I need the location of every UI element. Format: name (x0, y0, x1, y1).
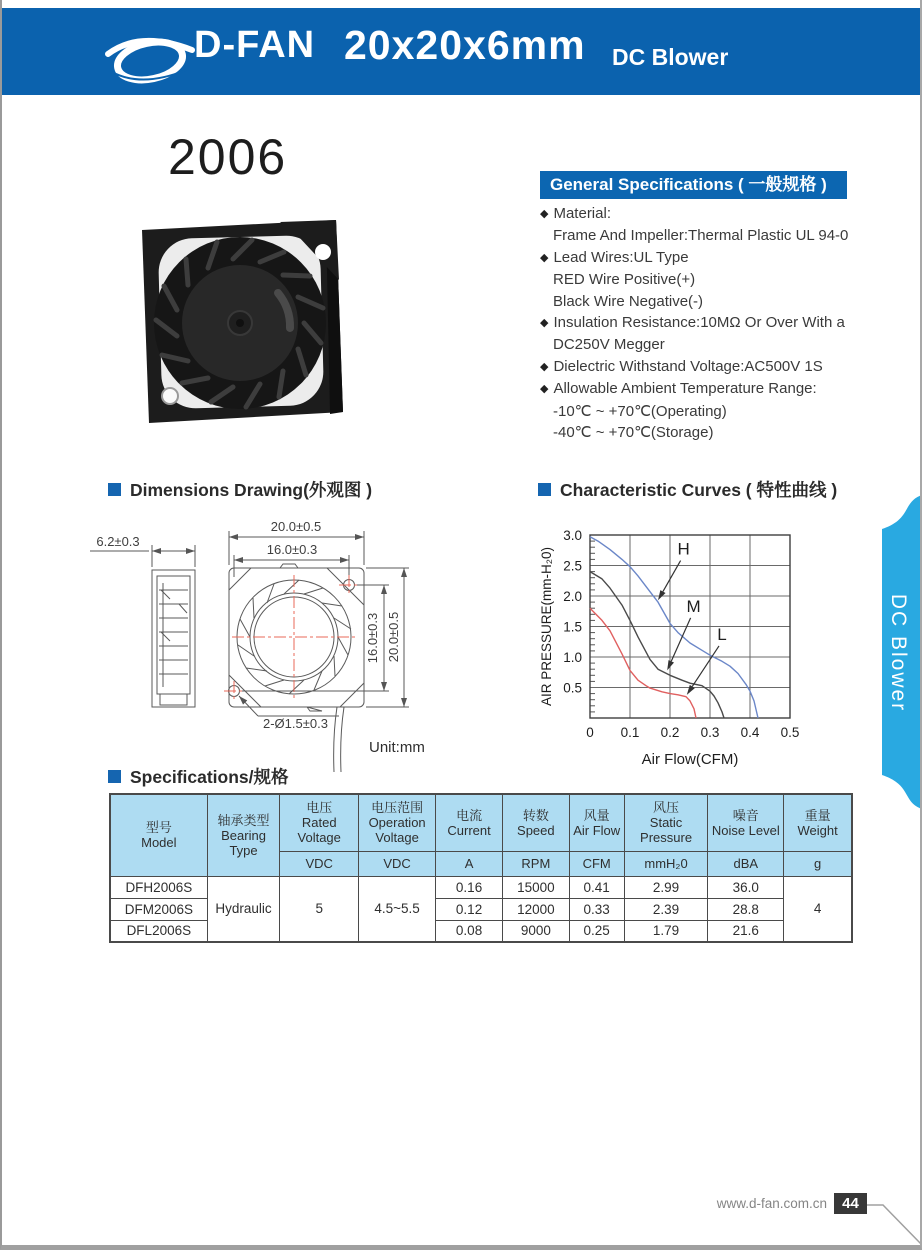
cell-speed: 15000 (502, 876, 569, 898)
svg-text:0.1: 0.1 (620, 725, 640, 740)
cell-speed: 9000 (502, 920, 569, 942)
cell-current: 0.16 (436, 876, 503, 898)
cell-bearing-type: Hydraulic (207, 876, 280, 942)
svg-text:M: M (686, 596, 701, 616)
cell-operation-voltage: 4.5~5.5 (359, 876, 436, 942)
cell-air-flow: 0.41 (569, 876, 624, 898)
fan-swoosh-logo-icon (102, 28, 198, 90)
unit-speed: RPM (502, 851, 569, 876)
svg-text:2.0: 2.0 (563, 589, 582, 604)
svg-text:L: L (717, 624, 727, 644)
svg-text:1.5: 1.5 (563, 619, 582, 635)
svg-text:0.2: 0.2 (660, 725, 680, 740)
dim-outer-width-label: 20.0±0.5 (270, 519, 322, 534)
col-header-noise: 噪音 Noise Level (708, 794, 784, 851)
svg-text:3.0: 3.0 (563, 528, 582, 543)
general-specs-title-bar: General Specifications ( 一般规格 ) (540, 171, 847, 199)
dimensions-heading-label: Dimensions Drawing(外观图 ) (130, 480, 373, 500)
spec-item: ◆ Material: (540, 203, 880, 225)
svg-text:2.5: 2.5 (563, 558, 582, 574)
header-bar (2, 8, 920, 95)
cell-noise: 36.0 (708, 876, 784, 898)
unit-air-flow: CFM (569, 851, 624, 876)
spec-item: RED Wire Positive(+) (553, 271, 696, 289)
corner-line (865, 1196, 922, 1250)
size-title: 20x20x6mm (344, 22, 586, 68)
col-header-air-flow: 风量 Air Flow (569, 794, 624, 851)
cell-air-flow: 0.33 (569, 898, 624, 920)
spec-item: ◆ Allowable Ambient Temperature Range: (540, 378, 880, 400)
cell-static-pressure: 1.79 (624, 920, 708, 942)
dim-outer-height-label: 20.0±0.5 (386, 611, 401, 663)
dim-depth-label: 6.2±0.3 (96, 534, 140, 549)
col-header-rated-voltage: 电压 Rated Voltage (280, 794, 359, 851)
cell-static-pressure: 2.99 (624, 876, 708, 898)
cell-model: DFH2006S (110, 876, 207, 898)
unit-rated-voltage: VDC (280, 851, 359, 876)
product-photo (130, 210, 354, 430)
characteristic-curves-chart (537, 518, 822, 770)
cell-weight: 4 (784, 876, 852, 942)
spec-item: Frame And Impeller:Thermal Plastic UL 94-0 (553, 227, 849, 245)
general-specs-list (540, 203, 880, 443)
cell-model: DFL2006S (110, 920, 207, 942)
cell-current: 0.12 (436, 898, 503, 920)
unit-weight: g (784, 851, 852, 876)
brand-name: D-FAN (194, 24, 316, 66)
col-header-model: 型号 Model (110, 794, 207, 876)
spec-item: ◆ Dielectric Withstand Voltage:AC500V 1S (540, 356, 880, 378)
svg-text:1.0: 1.0 (563, 650, 582, 665)
curves-heading-label: Characteristic Curves ( 特性曲线 ) (560, 480, 838, 500)
unit-noise: dBA (708, 851, 784, 876)
cell-static-pressure: 2.39 (624, 898, 708, 920)
cell-noise: 21.6 (708, 920, 784, 942)
cell-air-flow: 0.25 (569, 920, 624, 942)
col-header-speed: 转数 Speed (502, 794, 569, 851)
svg-text:AIR PRESSURE(mm-H₂0): AIR PRESSURE(mm-H₂0) (539, 546, 554, 707)
svg-text:0.5: 0.5 (563, 680, 582, 696)
svg-text:0.5: 0.5 (780, 725, 800, 740)
spec-item: -40℃ ~ +70℃(Storage) (553, 424, 714, 442)
dimensions-heading (108, 477, 372, 502)
section-bullet-icon (538, 483, 551, 496)
unit-current: A (436, 851, 503, 876)
dimensions-drawing (87, 515, 517, 800)
dim-hole-pitch-height-label: 16.0±0.3 (365, 612, 380, 664)
dim-mounting-holes-label: 2-Ø1.5±0.3 (263, 716, 328, 731)
col-header-current: 电流 Current (436, 794, 503, 851)
cell-rated-voltage: 5 (280, 876, 359, 942)
spec-item: ◆ Lead Wires:UL Type (540, 247, 880, 269)
spec-item: DC250V Megger (553, 336, 665, 354)
cell-current: 0.08 (436, 920, 503, 942)
unit-operation-voltage: VDC (359, 851, 436, 876)
col-header-operation-voltage: 电压范围 Operation Voltage (359, 794, 436, 851)
cell-model: DFM2006S (110, 898, 207, 920)
dim-hole-pitch-width-label: 16.0±0.3 (266, 542, 318, 557)
cell-noise: 28.8 (708, 898, 784, 920)
spec-item: -10℃ ~ +70℃(Operating) (553, 402, 727, 420)
product-type-label: DC Blower (612, 44, 729, 70)
footer-website: www.d-fan.com.cn (716, 1196, 827, 1211)
unit-note: Unit:mm (369, 739, 425, 756)
side-tab-label: DC Blower (887, 593, 910, 713)
section-bullet-icon (108, 483, 121, 496)
col-header-static-pressure: 风压 Static Pressure (624, 794, 708, 851)
spec-table (109, 793, 853, 943)
unit-static-pressure: mmH₂0 (624, 851, 708, 876)
curves-heading (538, 477, 837, 502)
svg-text:Air Flow(CFM): Air Flow(CFM) (641, 751, 739, 768)
svg-text:H: H (677, 539, 690, 559)
side-tab-dc-blower (866, 495, 922, 811)
spec-table-heading-label: Specifications/规格 (130, 767, 289, 787)
page-number-badge: 44 (834, 1193, 867, 1214)
col-header-bearing: 轴承类型 Bearing Type (207, 794, 280, 876)
cell-speed: 12000 (502, 898, 569, 920)
spec-item: ◆ Insulation Resistance:10MΩ Or Over With a (540, 312, 880, 334)
table-row (110, 876, 852, 898)
col-header-weight: 重量 Weight (784, 794, 852, 851)
product-model: 2006 (168, 129, 288, 185)
svg-text:0.4: 0.4 (740, 725, 760, 740)
svg-text:0.3: 0.3 (700, 725, 720, 740)
spec-item: Black Wire Negative(-) (553, 292, 704, 310)
svg-text:0: 0 (586, 725, 594, 740)
